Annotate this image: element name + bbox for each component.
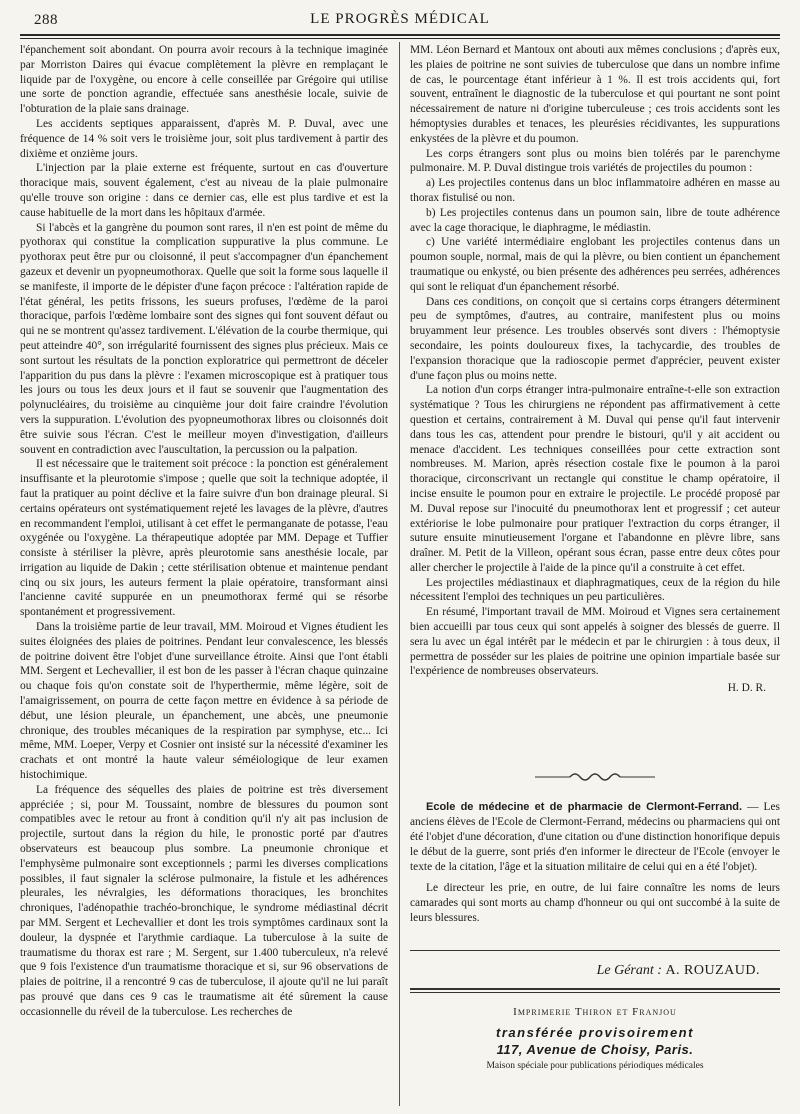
gerant-label: Le Gérant :: [596, 963, 662, 978]
header-rule: [20, 34, 780, 36]
paragraph: Dans ces conditions, on conçoit que si certains corps étrangers déterminent peu de symptômes, d'autres, au contraire, manifestent plus ou moins bruyamment leur présence. Les troubles observés sont divers : l'hémoptysie secondaire, les points douloureux fixes, la tachycardie, des troubles de l'expansion thoracique que la radioscopie permet d'apprécier, peuvent exister d'une façon plus ou moins nette.: [410, 295, 780, 382]
news-heading: Ecole de médecine et de pharmacie de Clermont-Ferrand.: [426, 801, 743, 813]
header-rule-thin: [20, 38, 780, 39]
news-item: [410, 800, 780, 926]
printer-moved: transférée provisoirement: [496, 1025, 694, 1040]
paragraph: c) Une variété intermédiaire englobant les projectiles contenus dans un poumon souple, normal, mais de qui la plèvre, ou bien contient un épanchement traumatique ou enkysté, ou bien présente des adhérences peu serrées, adhérences qui sont le reliquat d'un épanchement résorbé.: [410, 236, 780, 293]
printer-imprint: [410, 1006, 780, 1071]
imprint-rule-thin: [410, 992, 780, 993]
paragraph: b) Les projectiles contenus dans un poumon sain, libre de toute adhérence avec la cage thoracique, le diaphragme, le médiastin.: [410, 206, 780, 234]
paragraph: l'épanchement soit abondant. On pourra avoir recours à la technique imaginée par Morriston Daires qui évacue complètement la plèvre en remplaçant le liquide par de l'oxygène, ou encore à celle conseillée par Grégoire qui utilise une sorte de ponction agrandie, effectuée sans anesthésie locale, suivie de l'obturation de la plaie sans drainage.: [20, 44, 388, 116]
gerant-line: [410, 963, 760, 979]
imprint-rule: [410, 988, 780, 990]
paragraph: La notion d'un corps étranger intra-pulmonaire entraîne-t-elle son extraction systématique ? Tous les chirurgiens ne répondent pas affirmativement à cette question et certains, contrairement à M. Duval qui pense qu'il faut intervenir dans tous les cas, attendent pour prendre le bistouri, qu'il y ait accident ou menace d'accident. Les techniques conseillées pour cette extraction sont nombreuses. M. Marion, après résection costale fixe le poumon à la paroi thoracique, circonscrivant un rectangle qui constitue le champ opératoire, il incise ensuite le poumon pour en extraire le projectile. Le procédé proposé par M. Duval repose sur l'inocuité du pneumothorax lent et progressif ; cet auteur extériorise le lobe pulmonaire pour pratiquer l'extraction du corps étranger, il suture ensuite minutieusement l'organe et l'abandonne en plèvre libre, sans draîner. M. Petit de la Villeon, opérant sous écran, passe entre deux côtes pour aller chercher le projectile à l'aide de la pince qu'il a construite à cet effet.: [410, 384, 780, 574]
paragraph: Dans la troisième partie de leur travail, MM. Moiroud et Vignes étudient les suites éloignées des plaies de poitrines. Pendant leur convalescence, les blessés de poitrine doivent être l'objet d'une surveillance étroite. Ainsi que l'ont établi MM. Sergent et Lechevallier, il est bon de les passer à l'écran chaque quinzaine ou chaque fois qu'on constate soit de l'hyperthermie, même légère, soit de l'amaigrissement, on pourra de cette façon mettre en évidence à sa période de début, une lésion pleurale, un épanchement, une abcès, une pneumonie chronique, des troubles mécaniques de la respiration par symphyse, etc... Ici même, MM. Loeper, Verpy et Cosnier ont insisté sur la nécessité d'examiner les crachats et ont montré la haute valeur séméiologique de leur examen histochimique.: [20, 621, 388, 782]
author-signature: H. D. R.: [727, 682, 766, 695]
page-number: 288: [34, 12, 58, 28]
paragraph: Si l'abcès et la gangrène du poumon sont rares, il n'en est point de même du pyothorax qui constitue la complication suppurative la plus commune. Le pyothorax peut être pur ou cloisonné, il peut s'accompagner d'un épanchement gazeux et devenir un pyopneumothorax. Quelle que soit la forme sous laquelle il se manifeste, il importe de le dépister d'une façon précoce : l'altération rapide de l'état général, les petits frissons, les sueurs profuses, l'œdème de la paroi thoracique, parfois l'œdème lombaire sont des signes qui font souvent défaut ou qui ne se montrent qu'assez tardivement. L'élévation de la courbe thermique, qui peut atteindre 40°, son irrégularité fournissent des signes plus précieux. Mais ce sont surtout les résultats de la ponction exploratrice qui permettront de déceler l'apparition du pus dans la plèvre : l'examen microscopique est à pratiquer tous les jours ou tous les deux jours et il faut se souvenir que l'augmentation des polynucléaires, du troisième au cinquième jour doit faire craindre l'évolution vers la suppuration. L'évolution des pyopneumothorax libres ou cloisonnés doit être suivie sous l'écran. C'est le meilleur moyen d'investigation, d'ailleurs souvent en contradiction avec l'auscultation, la percussion ou la palpation.: [20, 221, 388, 456]
section-flourish: [410, 770, 780, 784]
printer-name: Imprimerie Thiron et Franjou: [513, 1006, 677, 1018]
paragraph: La fréquence des séquelles des plaies de poitrine est très diversement appréciée ; si, pour M. Toussaint, nombre de blessures du poumon sont compatibles avec le retour au front à condition qu'il n'y ait pas inclusion de projectile, surtout dans la région du hile, le pronostic porté par d'autres observateurs est beaucoup plus sombre. La pneumonie chronique et l'emphysème pulmonaire sont exceptionnels ; parmi les diverses complications possibles, il faut signaler la sclérose pulmonaire, la fistule et les adhérences pleurales, les névralgies, les déformations thoraciques, les bronchites chroniques, l'adénopathie trachéo-bronchique, le syndrome médiastinal décrit par MM. Sergent et Lechevallier et dont les trois symptômes cardinaux sont la douleur, la dyspnée et l'arythmie cardiaque. La tuberculose à la suite de traumatisme du thorax est rare ; M. Sergent, sur 1.400 tuberculeux, n'a relevé que 9 fois l'existence d'un traumatisme thoracique et si, sur 96 observations de plaies de poitrine, il a rencontré 9 cas de tuberculose, il ajoute qu'il ne lui paraît pas prouvé que dans ces 9 cas le traumatisme ait été sûrement la cause occasionnelle du réveil de la tuberculose. Les recherches de: [20, 783, 388, 1018]
paragraph: Les projectiles médiastinaux et diaphragmatiques, ceux de la région du hile nécessitent l'emploi des techniques un peu particulières.: [410, 576, 780, 604]
printer-address: 117, Avenue de Choisy, Paris.: [496, 1042, 694, 1057]
printer-specialty: Maison spéciale pour publications périodiques médicales: [486, 1061, 704, 1071]
paragraph: Il est nécessaire que le traitement soit précoce : la ponction est généralement insuffisante et la pleurotomie s'impose ; quelle que soit la technique adoptée, il faut la pratiquer au point déclive et la faire suivre d'un bon drainage pleural. Si certains opérateurs ont systématiquement rejeté les lavages de la plèvre, d'autres en recommandent l'emploi, utilisant à cet effet le permanganate de potasse, l'eau oxygénée ou l'oxygène. La thérapeutique adoptée par MM. Depage et Tuffier consiste à stériliser la plèvre, après pleurotomie sans anesthésie locale, par irrigation au liquide de Dakin ; cette stérilisation obtenue et maintenue pendant cinq ou six jours, les auteurs ferment la plaie opératoire, transformant ainsi l'ancienne cavité suppurée en un pneumothorax fermé qui se résorbe spontanément et progressivement.: [20, 458, 388, 619]
column-divider: [399, 42, 400, 1106]
paragraph: MM. Léon Bernard et Mantoux ont abouti aux mêmes conclusions ; d'après eux, les plaies de poitrine ne sont suivies de tuberculose que dans un nombre infime de cas, le pourcentage étant inférieur à 1 %. Il est trois accidents qui, fort souvent, entraînent le diagnostic de la tuberculose et qui pourtant ne sont point nécessairement de nature ni d'origine tuberculeuse ; ces trois accidents sont les hémoptysies durables et tenaces, les pleurésies récidivantes, les suppurations enkystées de la plèvre et du poumon.: [410, 44, 780, 145]
news-text: — Les anciens élèves de l'Ecole de Clermont-Ferrand, médecins ou pharmaciens qui ont été l'objet d'une décoration, d'une citation ou d'une distinction honorifique depuis le début de la guerre, sont priés d'en informer le directeur de l'Ecole (envoyer le texte de la citation, l'âge et la situation militaire de celui qui en a été l'objet).: [410, 801, 780, 873]
paragraph: L'injection par la plaie externe est fréquente, surtout en cas d'ouverture thoracique mais, souvent également, c'est au niveau de la plaie pulmonaire qu'elle trouve son origine : dans ce dernier cas, elle est plus tardive et est la cause habituelle de la mort dans les hôpitaux d'armée.: [20, 162, 388, 219]
news-paragraph: Le directeur les prie, en outre, de lui faire connaître les noms de leurs camarades qui sont morts au champ d'honneur ou qui ont succombé à la suite de leurs blessures.: [410, 882, 780, 924]
right-column: [410, 43, 780, 696]
journal-title: LE PROGRÈS MÉDICAL: [310, 11, 490, 27]
paragraph: Les corps étrangers sont plus ou moins bien tolérés par le parenchyme pulmonaire. M. P. Duval distingue trois variétés de projectiles du poumon :: [410, 147, 780, 175]
page-header: [20, 8, 780, 32]
footer-rule: [410, 950, 780, 951]
paragraph: Les accidents septiques apparaissent, d'après M. P. Duval, avec une fréquence de 14 % soit vers le troisième jour, soit plus tardivement à partir des dixième et onzième jours.: [20, 117, 388, 160]
paragraph: En résumé, l'important travail de MM. Moiroud et Vignes sera certainement bien accueilli par tous ceux qui sont appelés à soigner des blessés de guerre. Il sera lu avec un égal intérêt par le médecin et par le chirurgien : à tous deux, il permettra de posséder sur les plaies de poitrine une opinion impartiale basée sur l'expérience de nombreuses observateurs.: [410, 606, 780, 678]
paragraph: a) Les projectiles contenus dans un bloc inflammatoire adhéren en masse au thorax fistulisé ou non.: [410, 177, 780, 204]
left-column: [20, 43, 388, 1103]
gerant-name: A. ROUZAUD.: [665, 963, 760, 978]
